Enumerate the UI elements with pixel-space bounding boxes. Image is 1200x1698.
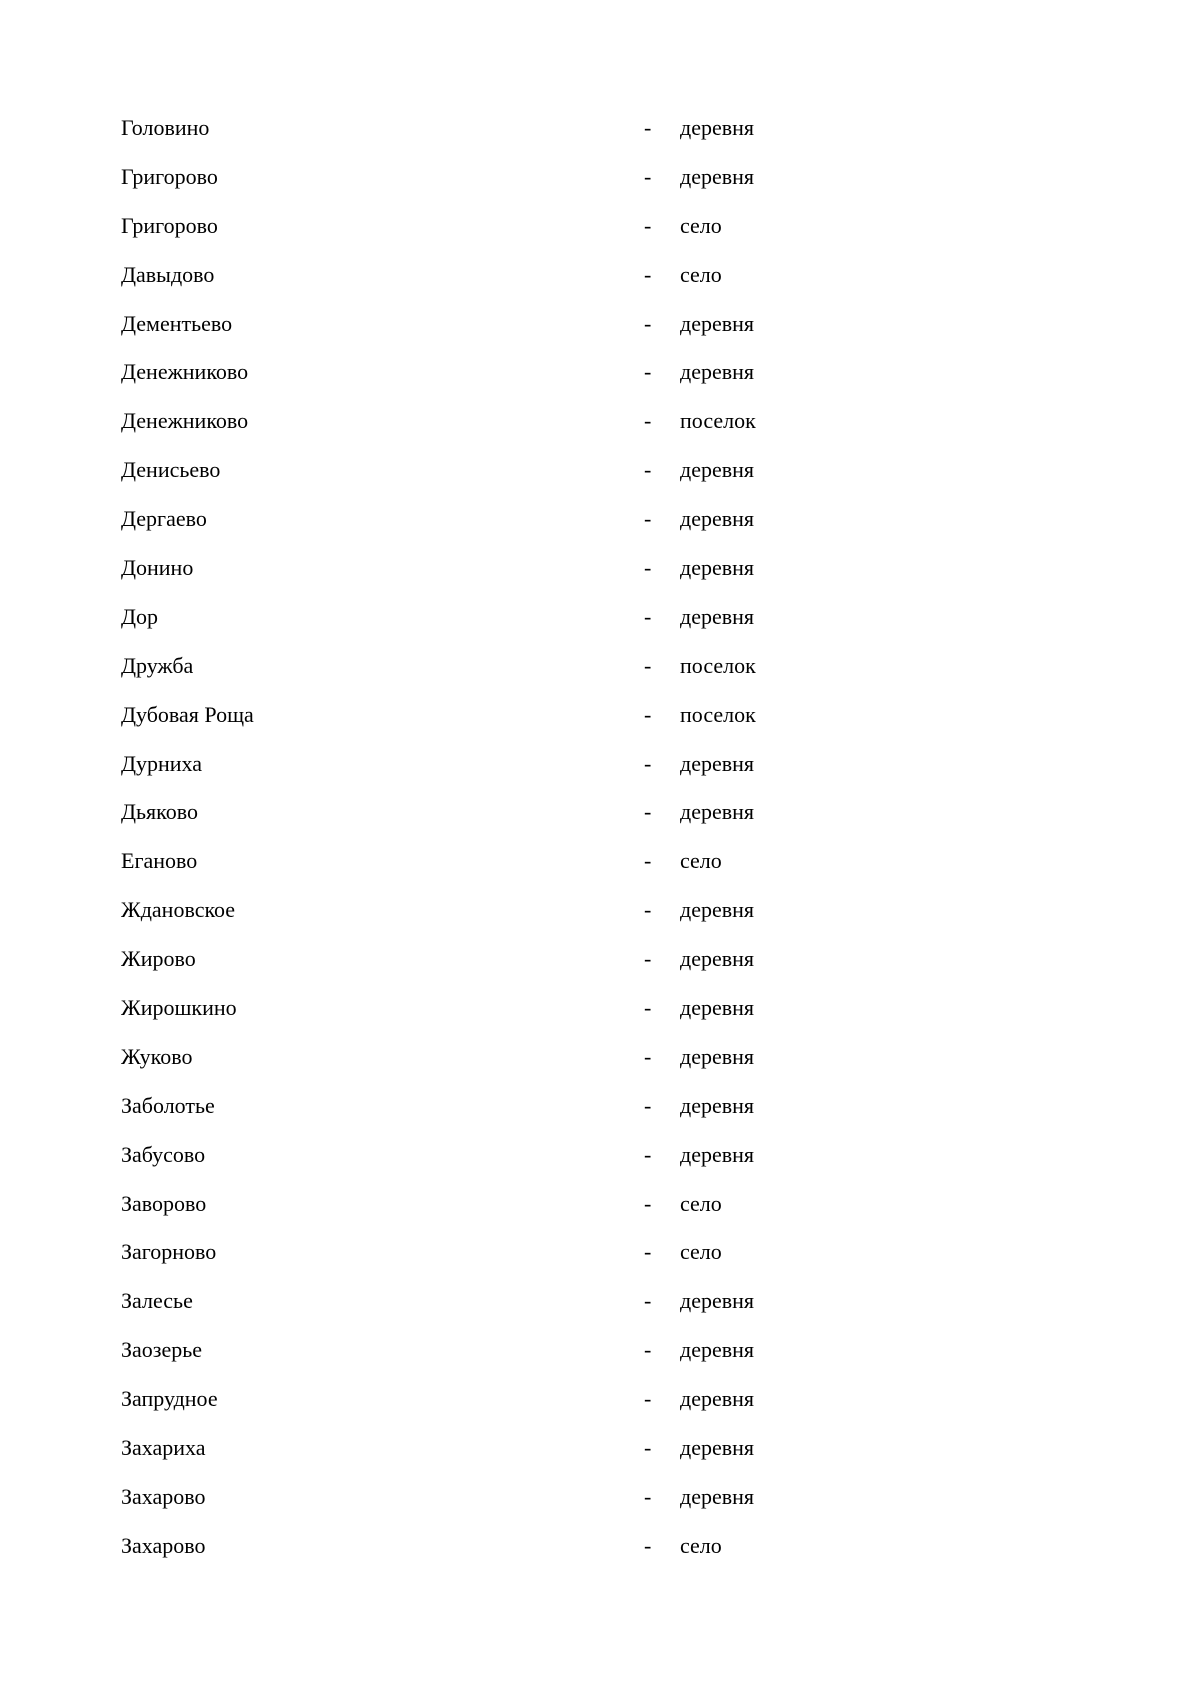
list-item [121, 154, 1021, 203]
settlement-name: Ждановское [121, 897, 236, 923]
settlement-name: Еганово [121, 848, 198, 874]
list-item [121, 692, 1021, 741]
settlement-type: поселок [680, 408, 756, 434]
separator-dash: - [644, 750, 652, 776]
separator-dash: - [644, 946, 652, 972]
settlement-type: деревня [680, 1043, 755, 1069]
separator-dash: - [644, 310, 652, 336]
settlement-type: поселок [680, 652, 756, 678]
separator-dash: - [644, 1386, 652, 1412]
separator-dash: - [644, 995, 652, 1021]
settlement-type: деревня [680, 1092, 755, 1118]
separator-dash: - [644, 1337, 652, 1363]
settlement-name: Головино [121, 115, 210, 140]
list-item [121, 985, 1021, 1034]
settlement-name: Жуково [121, 1043, 193, 1069]
list-item [121, 1229, 1021, 1278]
settlement-name: Заворово [121, 1190, 207, 1216]
settlement-name: Запрудное [121, 1386, 218, 1412]
settlement-name: Денежниково [121, 408, 249, 434]
settlement-type: село [680, 1190, 722, 1216]
settlement-name: Захарово [121, 1532, 206, 1558]
settlement-name: Захариха [121, 1435, 206, 1461]
settlement-type: деревня [680, 995, 755, 1021]
list-item [121, 643, 1021, 692]
list-item [121, 398, 1021, 447]
list-item [121, 496, 1021, 545]
settlement-name: Забусово [121, 1141, 206, 1167]
separator-dash: - [644, 1141, 652, 1167]
separator-dash: - [644, 506, 652, 532]
settlement-name: Залесье [121, 1288, 193, 1314]
list-item [121, 1132, 1021, 1181]
settlement-type: деревня [680, 897, 755, 923]
separator-dash: - [644, 848, 652, 874]
settlement-type: поселок [680, 701, 756, 727]
settlement-name: Заозерье [121, 1337, 203, 1363]
list-item [121, 447, 1021, 496]
settlement-type: деревня [680, 506, 755, 532]
settlement-name: Денисьево [121, 457, 221, 483]
list-item [121, 1278, 1021, 1327]
separator-dash: - [644, 555, 652, 581]
separator-dash: - [644, 652, 652, 678]
settlement-type: деревня [680, 603, 755, 629]
list-item [121, 545, 1021, 594]
list-item [121, 1474, 1021, 1523]
separator-dash: - [644, 1239, 652, 1265]
settlement-name: Захарово [121, 1483, 206, 1509]
separator-dash: - [644, 212, 652, 238]
settlement-name: Дор [121, 603, 159, 629]
list-item [121, 887, 1021, 936]
separator-dash: - [644, 1532, 652, 1558]
settlement-type: деревня [680, 163, 755, 189]
settlement-type: деревня [680, 1386, 755, 1412]
settlement-type: деревня [680, 1337, 755, 1363]
settlement-type: село [680, 261, 722, 287]
settlement-name: Григорово [121, 163, 218, 189]
settlement-type: село [680, 848, 722, 874]
list-item [121, 349, 1021, 398]
separator-dash: - [644, 1092, 652, 1118]
list-item [121, 1327, 1021, 1376]
settlement-name: Донино [121, 555, 194, 581]
settlement-name: Заболотье [121, 1092, 215, 1118]
separator-dash: - [644, 115, 652, 140]
list-item [121, 105, 1021, 154]
settlement-name: Жирово [121, 946, 196, 972]
settlement-name: Дьяково [121, 799, 198, 825]
list-item [121, 741, 1021, 790]
settlement-name: Дубовая Роща [121, 701, 254, 727]
settlement-name: Жирошкино [121, 995, 237, 1021]
separator-dash: - [644, 457, 652, 483]
settlement-name: Дружба [121, 652, 194, 678]
settlement-name: Дурниха [121, 750, 203, 776]
settlement-type: деревня [680, 457, 755, 483]
settlement-type: село [680, 212, 722, 238]
settlement-type: деревня [680, 310, 755, 336]
settlement-name: Денежниково [121, 359, 249, 385]
settlement-name: Дементьево [121, 310, 233, 336]
list-item [121, 789, 1021, 838]
settlement-type: деревня [680, 750, 755, 776]
list-item [121, 838, 1021, 887]
separator-dash: - [644, 1190, 652, 1216]
separator-dash: - [644, 1435, 652, 1461]
list-item [121, 1034, 1021, 1083]
list-item [121, 1425, 1021, 1474]
list-item [121, 1523, 1021, 1572]
separator-dash: - [644, 261, 652, 287]
settlement-type: деревня [680, 555, 755, 581]
settlement-type: деревня [680, 946, 755, 972]
settlement-type: деревня [680, 1483, 755, 1509]
settlement-list [121, 105, 1021, 1572]
separator-dash: - [644, 359, 652, 385]
settlement-type: деревня [680, 799, 755, 825]
separator-dash: - [644, 701, 652, 727]
separator-dash: - [644, 603, 652, 629]
settlement-name: Загорново [121, 1239, 217, 1265]
list-item [121, 1181, 1021, 1230]
separator-dash: - [644, 799, 652, 825]
settlement-type: деревня [680, 115, 755, 140]
separator-dash: - [644, 897, 652, 923]
list-item [121, 594, 1021, 643]
settlement-type: деревня [680, 359, 755, 385]
list-item [121, 1083, 1021, 1132]
settlement-type: село [680, 1532, 722, 1558]
list-item [121, 252, 1021, 301]
settlement-name: Григорово [121, 212, 218, 238]
list-item [121, 936, 1021, 985]
separator-dash: - [644, 1483, 652, 1509]
list-item [121, 203, 1021, 252]
separator-dash: - [644, 1288, 652, 1314]
settlement-type: деревня [680, 1435, 755, 1461]
settlement-name: Дергаево [121, 506, 207, 532]
settlement-type: село [680, 1239, 722, 1265]
separator-dash: - [644, 163, 652, 189]
settlement-type: деревня [680, 1141, 755, 1167]
list-item [121, 1376, 1021, 1425]
separator-dash: - [644, 1043, 652, 1069]
settlement-name: Давыдово [121, 261, 215, 287]
separator-dash: - [644, 408, 652, 434]
settlement-type: деревня [680, 1288, 755, 1314]
list-item [121, 301, 1021, 350]
